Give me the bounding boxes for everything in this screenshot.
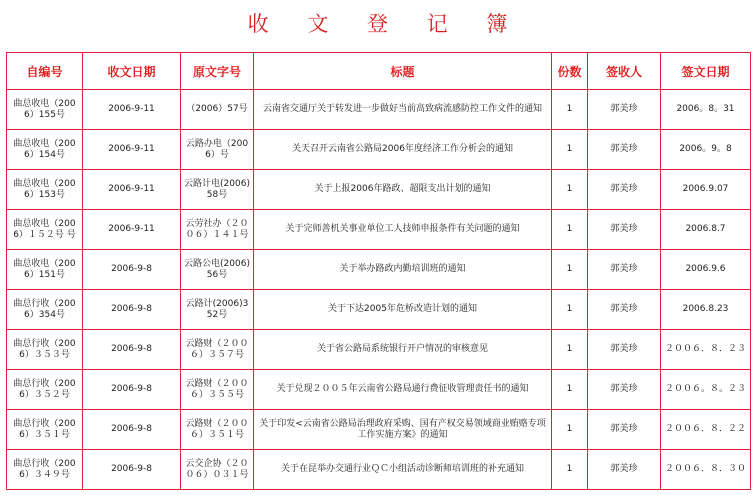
cell-signer: 郭美珍 <box>588 130 661 170</box>
cell-recv-date: 2006-9-8 <box>83 410 181 450</box>
cell-doc-no: 云劳社办（２００６）１４１号 <box>181 210 254 250</box>
cell-sign-date: 2006.8.23 <box>661 290 751 330</box>
cell-sign-date: ２００６．８．２２ <box>661 410 751 450</box>
table-header-row <box>7 53 751 90</box>
cell-copies: 1 <box>552 210 588 250</box>
table-row <box>7 210 751 250</box>
cell-recv-date: 2006-9-8 <box>83 330 181 370</box>
cell-recv-date: 2006-9-11 <box>83 170 181 210</box>
cell-id: 曲总行收（2006）３５２号 <box>7 370 83 410</box>
cell-signer: 郭美珍 <box>588 170 661 210</box>
cell-copies: 1 <box>552 410 588 450</box>
cell-id: 曲总行收（2006）３４９号 <box>7 450 83 490</box>
col-header-copies: 份数 <box>552 53 588 90</box>
cell-title: 关天召开云南省公路局2006年度经济工作分析会的通知 <box>254 130 552 170</box>
cell-title: 关于下达2005年危桥改造计划的通知 <box>254 290 552 330</box>
cell-doc-no: 云路计(2006)352号 <box>181 290 254 330</box>
cell-signer: 郭美珍 <box>588 250 661 290</box>
cell-title: 云南省交通厅关于转发进一步做好当前高致病流感防控工作文件的通知 <box>254 90 552 130</box>
col-header-signer: 签收人 <box>588 53 661 90</box>
cell-copies: 1 <box>552 250 588 290</box>
cell-id: 曲总收电（2006）151号 <box>7 250 83 290</box>
cell-signer: 郭美珍 <box>588 210 661 250</box>
cell-id: 曲总收电（2006）155号 <box>7 90 83 130</box>
cell-signer: 郭美珍 <box>588 290 661 330</box>
cell-title: 关于在昆举办交通行业ＱＣ小组活动诊断师培训班的补充通知 <box>254 450 552 490</box>
col-header-title: 标题 <box>254 53 552 90</box>
cell-id: 曲总收电（2006）154号 <box>7 130 83 170</box>
cell-copies: 1 <box>552 330 588 370</box>
table-row <box>7 170 751 210</box>
cell-sign-date: 2006。8。31 <box>661 90 751 130</box>
col-header-sign-date: 签文日期 <box>661 53 751 90</box>
cell-id: 曲总行收（2006）３５１号 <box>7 410 83 450</box>
table-row <box>7 290 751 330</box>
col-header-id: 自编号 <box>7 53 83 90</box>
cell-title: 关于举办路政内勤培训班的通知 <box>254 250 552 290</box>
cell-title: 关于印发<云南省公路局治理政府采购、国有产权交易领域商业贿赂专项工作实施方案》的通知 <box>254 410 552 450</box>
cell-id: 曲总收电（2006）１５２号 号 <box>7 210 83 250</box>
cell-copies: 1 <box>552 90 588 130</box>
cell-signer: 郭美珍 <box>588 90 661 130</box>
cell-recv-date: 2006-9-8 <box>83 450 181 490</box>
table-row <box>7 250 751 290</box>
cell-doc-no: 云路办电（2006）号 <box>181 130 254 170</box>
cell-sign-date: ２００６。８。２３ <box>661 370 751 410</box>
table-row <box>7 450 751 490</box>
cell-doc-no: 云交企协（２００６）０３１号 <box>181 450 254 490</box>
cell-doc-no: （2006）57号 <box>181 90 254 130</box>
cell-title: 关于上报2006年路政、超限支出计划的通知 <box>254 170 552 210</box>
cell-id: 曲总行收（2006）３５３号 <box>7 330 83 370</box>
cell-sign-date: 2006.9.6 <box>661 250 751 290</box>
cell-signer: 郭美珍 <box>588 330 661 370</box>
cell-recv-date: 2006-9-8 <box>83 370 181 410</box>
cell-sign-date: 2006.8.7 <box>661 210 751 250</box>
cell-recv-date: 2006-9-11 <box>83 210 181 250</box>
table-row <box>7 90 751 130</box>
cell-signer: 郭美珍 <box>588 410 661 450</box>
cell-doc-no: 云路财（２００６）３５５号 <box>181 370 254 410</box>
cell-title: 关于省公路局系统银行开户情况的审核意见 <box>254 330 552 370</box>
cell-recv-date: 2006-9-8 <box>83 290 181 330</box>
cell-doc-no: 云路财（２００６）３５７号 <box>181 330 254 370</box>
cell-sign-date: 2006.9.07 <box>661 170 751 210</box>
cell-doc-no: 云路公电(2006)56号 <box>181 250 254 290</box>
col-header-doc-no: 原文字号 <box>181 53 254 90</box>
cell-copies: 1 <box>552 170 588 210</box>
cell-sign-date: 2006。9。8 <box>661 130 751 170</box>
cell-copies: 1 <box>552 450 588 490</box>
cell-recv-date: 2006-9-11 <box>83 90 181 130</box>
table-row <box>7 370 751 410</box>
cell-sign-date: ２００６．８．２３ <box>661 330 751 370</box>
cell-doc-no: 云路财（２００６）３５１号 <box>181 410 254 450</box>
table-row <box>7 330 751 370</box>
cell-recv-date: 2006-9-8 <box>83 250 181 290</box>
cell-sign-date: ２００６．８．３０ <box>661 450 751 490</box>
receipt-register-table <box>6 52 751 490</box>
page-title: 收 文 登 记 簿 <box>247 12 524 36</box>
cell-recv-date: 2006-9-11 <box>83 130 181 170</box>
cell-copies: 1 <box>552 290 588 330</box>
col-header-recv-date: 收文日期 <box>83 53 181 90</box>
cell-title: 关于完师善机关事业单位工人技师申报条件有关问题的通知 <box>254 210 552 250</box>
cell-signer: 郭美珍 <box>588 450 661 490</box>
cell-title: 关于兑现２００５年云南省公路局通行费征收管理责任书的通知 <box>254 370 552 410</box>
cell-signer: 郭美珍 <box>588 370 661 410</box>
cell-id: 曲总行收（2006）354号 <box>7 290 83 330</box>
cell-id: 曲总收电（2006）153号 <box>7 170 83 210</box>
cell-copies: 1 <box>552 130 588 170</box>
cell-doc-no: 云路计电(2006)58号 <box>181 170 254 210</box>
cell-copies: 1 <box>552 370 588 410</box>
table-row <box>7 410 751 450</box>
table-row <box>7 130 751 170</box>
